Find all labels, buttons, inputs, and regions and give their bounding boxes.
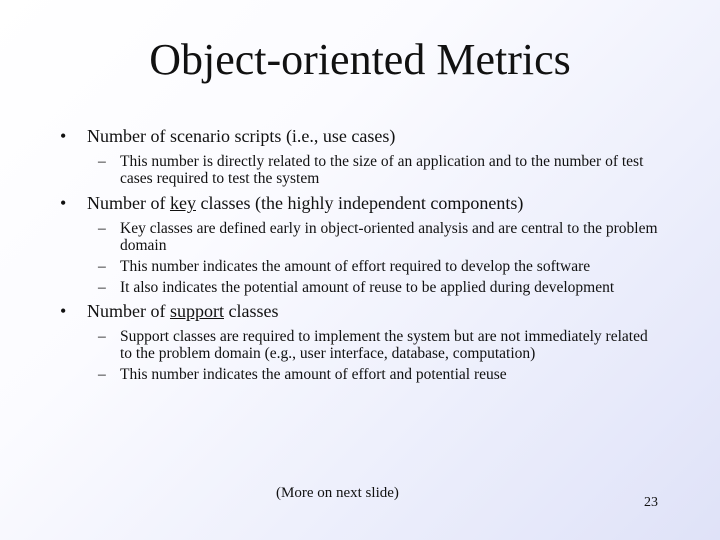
bullet-dot: • [60,193,67,213]
subitem [60,220,660,254]
bullet-text-after: classes (the highly independent components) [195,193,524,213]
bullet-text: Number of scenario scripts (i.e., use cases) [87,126,396,146]
subitem-text: This number indicates the amount of effort required to develop the software [120,258,591,275]
bullet-key-classes [60,191,660,215]
subitem-text: This number indicates the amount of effort and potential reuse [120,366,507,383]
footer-note: (More on next slide) [276,485,399,501]
subitem-text: It also indicates the potential amount of reuse to be applied during development [120,279,615,296]
slide-title: Object-oriented Metrics [149,35,571,84]
subitem [60,279,660,296]
page-number: 23 [644,495,658,510]
bullet-text-underlined: support [169,301,224,321]
dash-marker: – [98,153,106,170]
subitem [60,328,660,362]
dash-marker: – [98,258,106,275]
subitem [60,366,660,383]
bullet-text-underlined: key [169,193,196,213]
bullet-text-before: Number of [87,193,170,213]
dash-marker: – [98,220,106,237]
subitem [60,258,660,275]
dash-marker: – [98,328,106,345]
bullet-support-classes [60,299,660,323]
slide-body [60,124,660,383]
subitem-text: Key classes are defined early in object-oriented analysis and are central to the problem domain [120,220,658,254]
subitem [60,153,660,187]
bullet-text-after: classes [223,301,279,321]
subitem-text: Support classes are required to implement the system but are not immediately related to the problem domain (e.g., user interface, database, computation) [120,328,648,362]
bullet-scenario-scripts [60,124,660,148]
dash-marker: – [98,366,106,383]
bullet-dot: • [60,301,67,321]
dash-marker: – [98,279,106,296]
bullet-text-before: Number of [87,301,170,321]
bullet-dot: • [60,126,67,146]
subitem-text: This number is directly related to the size of an application and to the number of test cases required to test the system [120,153,644,187]
